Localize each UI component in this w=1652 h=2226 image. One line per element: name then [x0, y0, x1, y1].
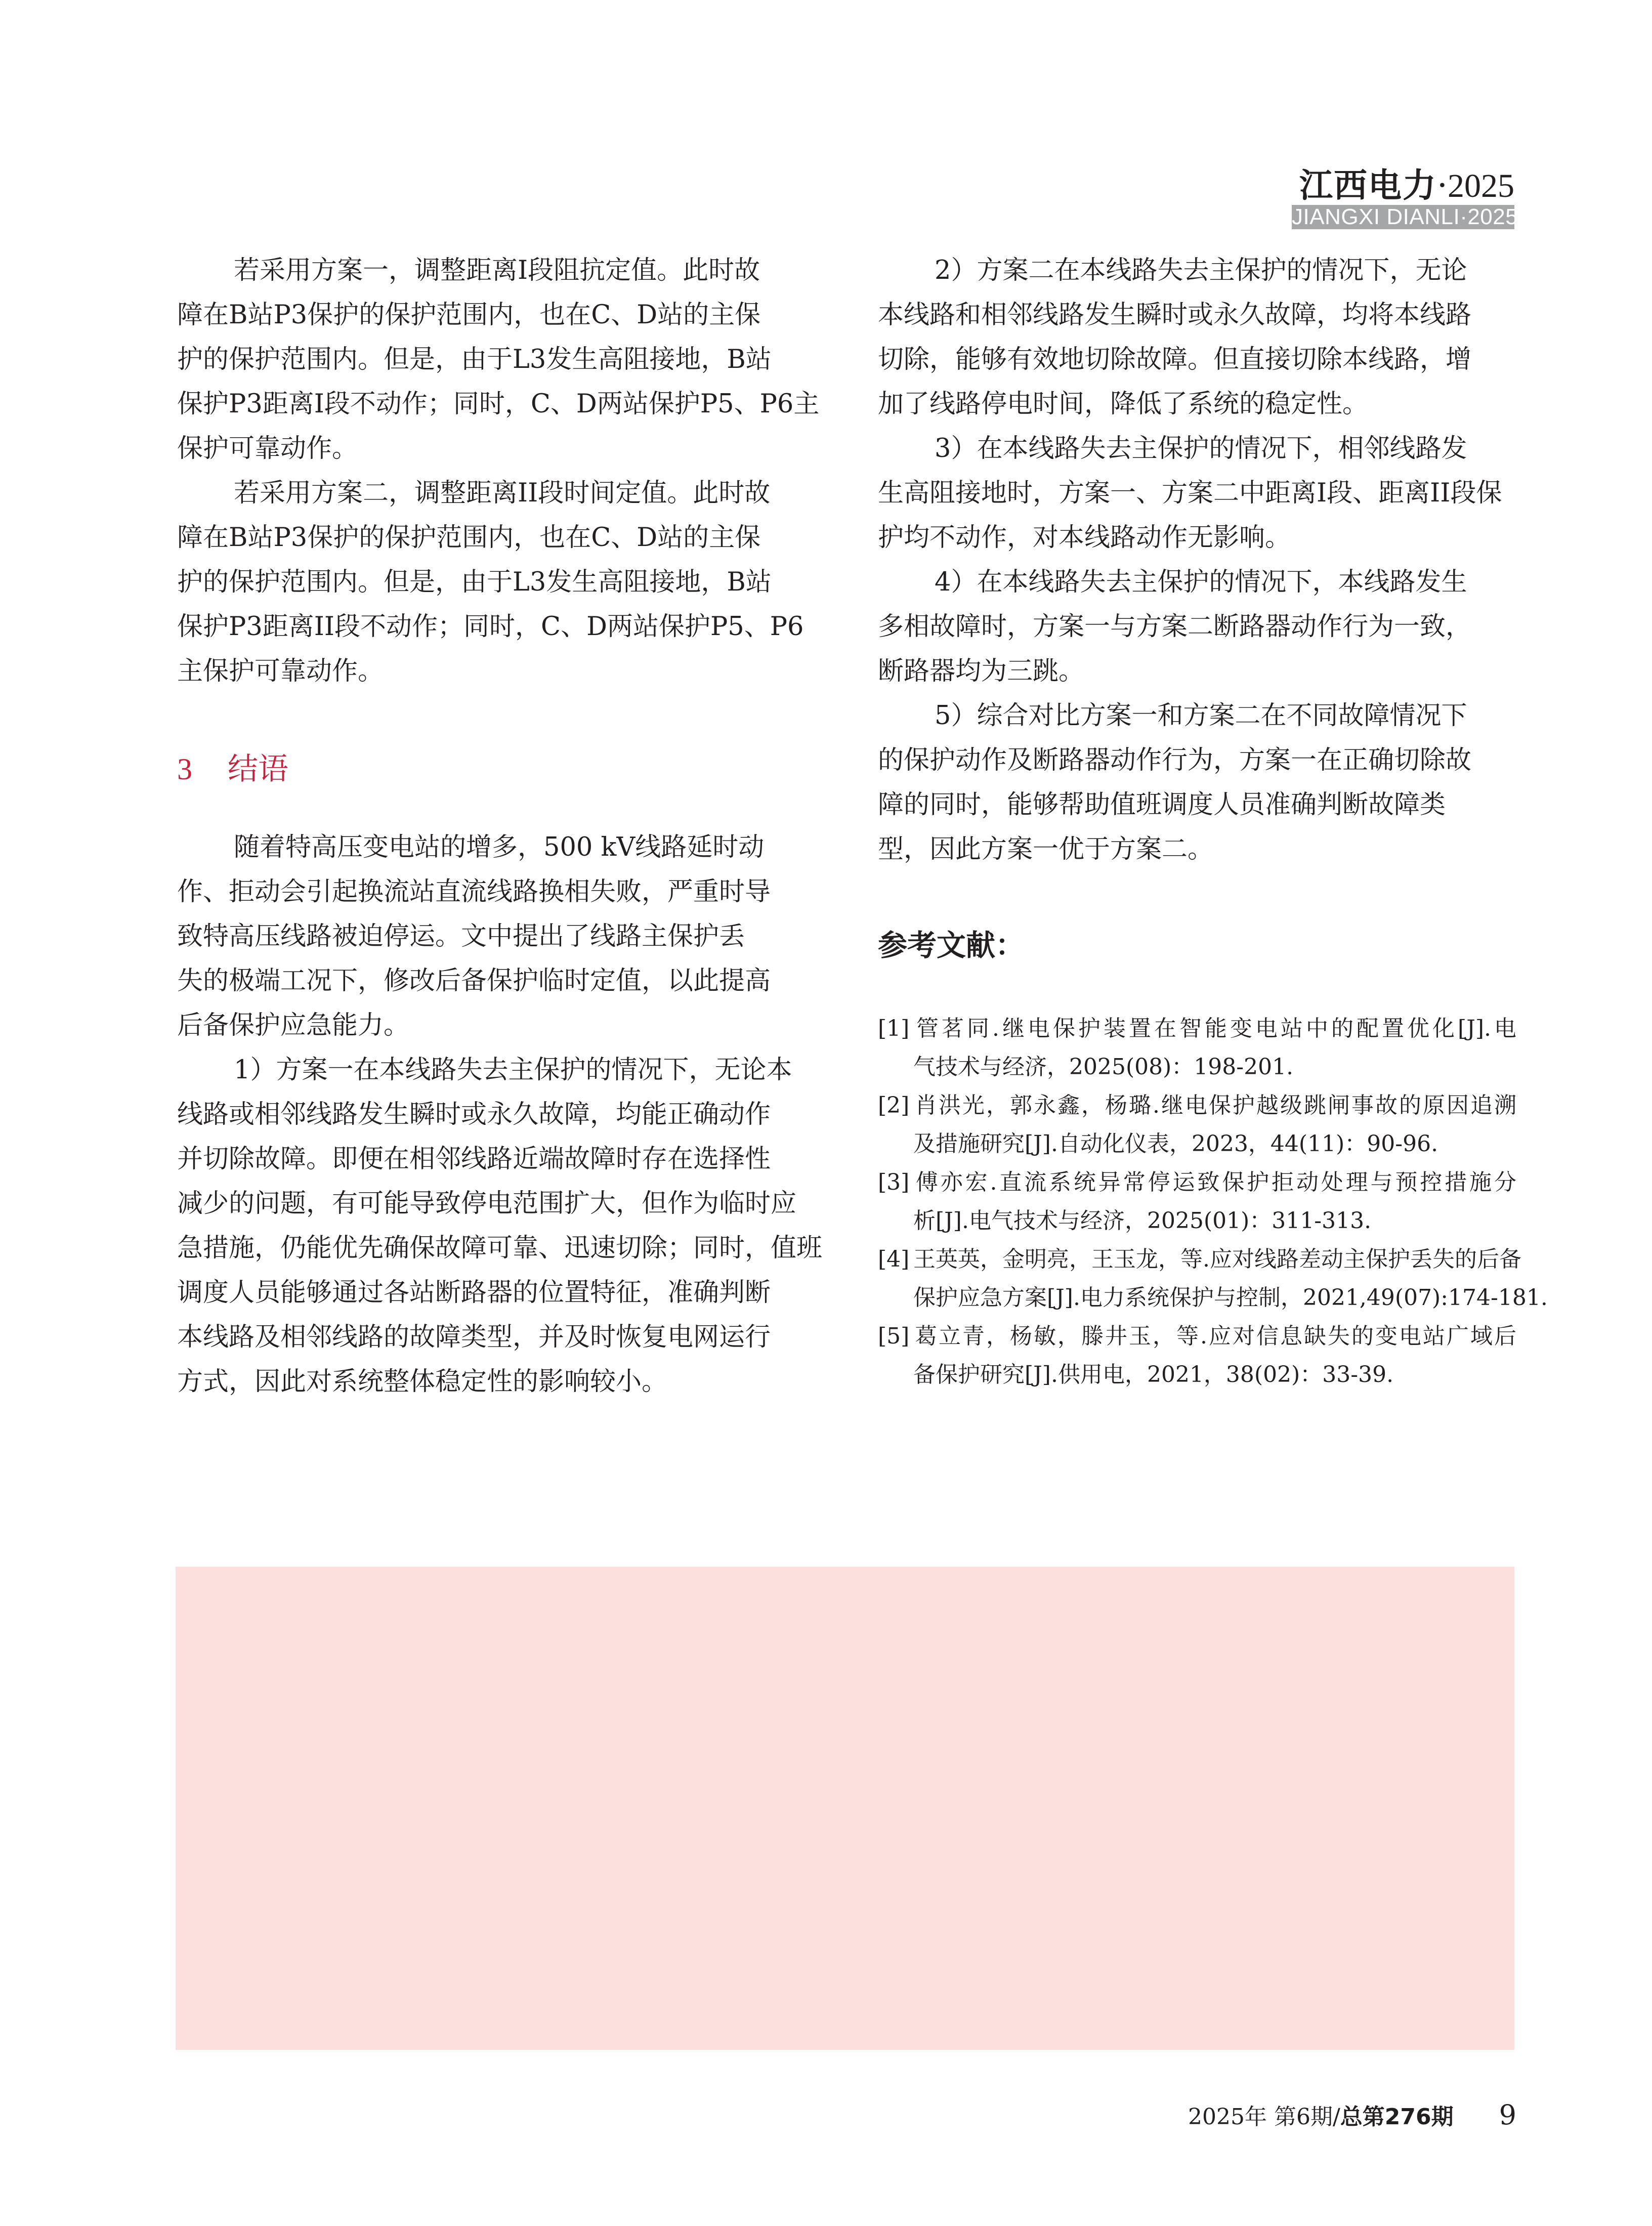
reference-number: [4] [878, 1246, 910, 1272]
reference-text: 管茗同.继电保护装置在智能变电站中的配置优化[J].电 [913, 1016, 1516, 1041]
references-heading: 参考文献： [878, 928, 1025, 962]
section-number: 3 [177, 752, 192, 786]
reference-item [878, 1317, 1516, 1394]
text-line: 型，因此方案一优于方案二。 [878, 834, 1214, 864]
text-line: 保护可靠动作。 [177, 434, 358, 464]
text-line: 加了线路停电时间，降低了系统的稳定性。 [878, 389, 1369, 419]
reference-item [878, 1240, 1548, 1317]
section-heading [177, 749, 288, 789]
text-line: 保护P3距离I段不动作；同时，C、D两站保护P5、P6主 [177, 389, 820, 419]
text-line: 失的极端工况下，修改后备保护临时定值，以此提高 [177, 966, 771, 996]
text-line: 减少的问题，有可能导致停电范围扩大，但作为临时应 [177, 1189, 797, 1219]
reference-item [878, 1010, 1516, 1086]
text-line: 保护P3距离II段不动作；同时，C、D两站保护P5、P6 [177, 612, 804, 642]
reference-text: 气技术与经济，2025(08)：198-201. [913, 1054, 1294, 1080]
reference-number: [3] [878, 1169, 910, 1195]
text-line: 障的同时，能够帮助值班调度人员准确判断故障类 [878, 790, 1446, 820]
reference-item [878, 1163, 1516, 1240]
reference-number: [2] [878, 1093, 910, 1118]
text-line: 急措施，仍能优先确保故障可靠、迅速切除；同时，值班 [177, 1233, 823, 1263]
reference-text: 析[J].电气技术与经济，2025(01)：311-313. [913, 1208, 1372, 1234]
journal-title [1299, 166, 1514, 206]
text-line: 3）在本线路失去主保护的情况下，相邻线路发 [935, 434, 1467, 464]
reference-text: 保护应急方案[J].电力系统保护与控制，2021,49(07):174-181. [913, 1285, 1548, 1311]
text-line: 本线路及相邻线路的故障类型，并及时恢复电网运行 [177, 1322, 771, 1352]
reference-number: [5] [878, 1323, 910, 1349]
title-separator: · [1437, 166, 1448, 205]
journal-name-en-band: JIANGXI DIANLI·2025 [1292, 204, 1518, 229]
text-line: 4）在本线路失去主保护的情况下，本线路发生 [935, 567, 1467, 597]
text-line: 护的保护范围内。但是，由于L3发生高阻接地，B站 [177, 567, 772, 597]
text-line: 调度人员能够通过各站断路器的位置特征，准确判断 [177, 1278, 771, 1308]
text-line: 并切除故障。即便在相邻线路近端故障时存在选择性 [177, 1144, 771, 1174]
text-line: 若采用方案二，调整距离II段时间定值。此时故 [234, 478, 771, 508]
reference-number: [1] [878, 1016, 910, 1041]
text-line: 作、拒动会引起换流站直流线路换相失败，严重时导 [177, 877, 771, 907]
text-line: 生高阻接地时，方案一、方案二中距离I段、距离II段保 [878, 478, 1502, 508]
text-line: 后备保护应急能力。 [177, 1011, 410, 1040]
reference-text: 及措施研究[J].自动化仪表，2023，44(11)：90-96. [913, 1131, 1438, 1157]
text-line: 的保护动作及断路器动作行为，方案一在正确切除故 [878, 745, 1472, 775]
text-line: 断路器均为三跳。 [878, 656, 1085, 686]
reference-text: 王英英，金明亮，王玉龙，等.应对线路差动主保护丢失的后备 [913, 1246, 1521, 1272]
text-line: 线路或相邻线路发生瞬时或永久故障，均能正确动作 [177, 1100, 771, 1129]
text-line: 方式，因此对系统整体稳定性的影响较小。 [177, 1367, 668, 1397]
text-line: 致特高压线路被迫停运。文中提出了线路主保护丢 [177, 921, 745, 951]
text-line: 护的保护范围内。但是，由于L3发生高阻接地，B站 [177, 345, 772, 374]
text-line: 2）方案二在本线路失去主保护的情况下，无论 [935, 256, 1467, 285]
text-line: 障在B站P3保护的保护范围内，也在C、D站的主保 [177, 300, 761, 330]
reference-text: 备保护研究[J].供用电，2021，38(02)：33-39. [913, 1362, 1394, 1388]
text-line: 1）方案一在本线路失去主保护的情况下，无论本 [234, 1055, 792, 1085]
page-footer [1188, 2100, 1516, 2132]
journal-year: 2025 [1448, 167, 1514, 204]
text-line: 随着特高压变电站的增多，500 kV线路延时动 [234, 832, 765, 862]
text-line: 本线路和相邻线路发生瞬时或永久故障，均将本线路 [878, 300, 1472, 330]
page-number: 9 [1499, 2099, 1516, 2131]
issue-label: 2025年 第6期/ [1188, 2104, 1340, 2130]
reference-text: 葛立青，杨敏，滕井玉，等.应对信息缺失的变电站广域后 [913, 1323, 1516, 1349]
text-line: 多相故障时，方案一与方案二断路器动作行为一致， [878, 612, 1472, 642]
section-title: 结语 [228, 751, 288, 787]
text-line: 5）综合对比方案一和方案二在不同故障情况下 [935, 701, 1467, 731]
reference-item [878, 1086, 1516, 1163]
total-issue-label: 总第276期 [1340, 2104, 1454, 2130]
text-line: 若采用方案一，调整距离I段阻抗定值。此时故 [234, 256, 760, 285]
reference-text: 傅亦宏.直流系统异常停运致保护拒动处理与预控措施分 [913, 1169, 1516, 1195]
reference-text: 肖洪光，郭永鑫，杨璐.继电保护越级跳闸事故的原因追溯 [913, 1093, 1516, 1118]
text-line: 障在B站P3保护的保护范围内，也在C、D站的主保 [177, 523, 761, 553]
pink-placeholder-block [176, 1567, 1514, 2050]
text-line: 切除，能够有效地切除故障。但直接切除本线路，增 [878, 345, 1472, 374]
journal-name-cn: 江西电力 [1299, 166, 1437, 205]
text-line: 主保护可靠动作。 [177, 656, 384, 686]
text-line: 护均不动作，对本线路动作无影响。 [878, 523, 1291, 553]
